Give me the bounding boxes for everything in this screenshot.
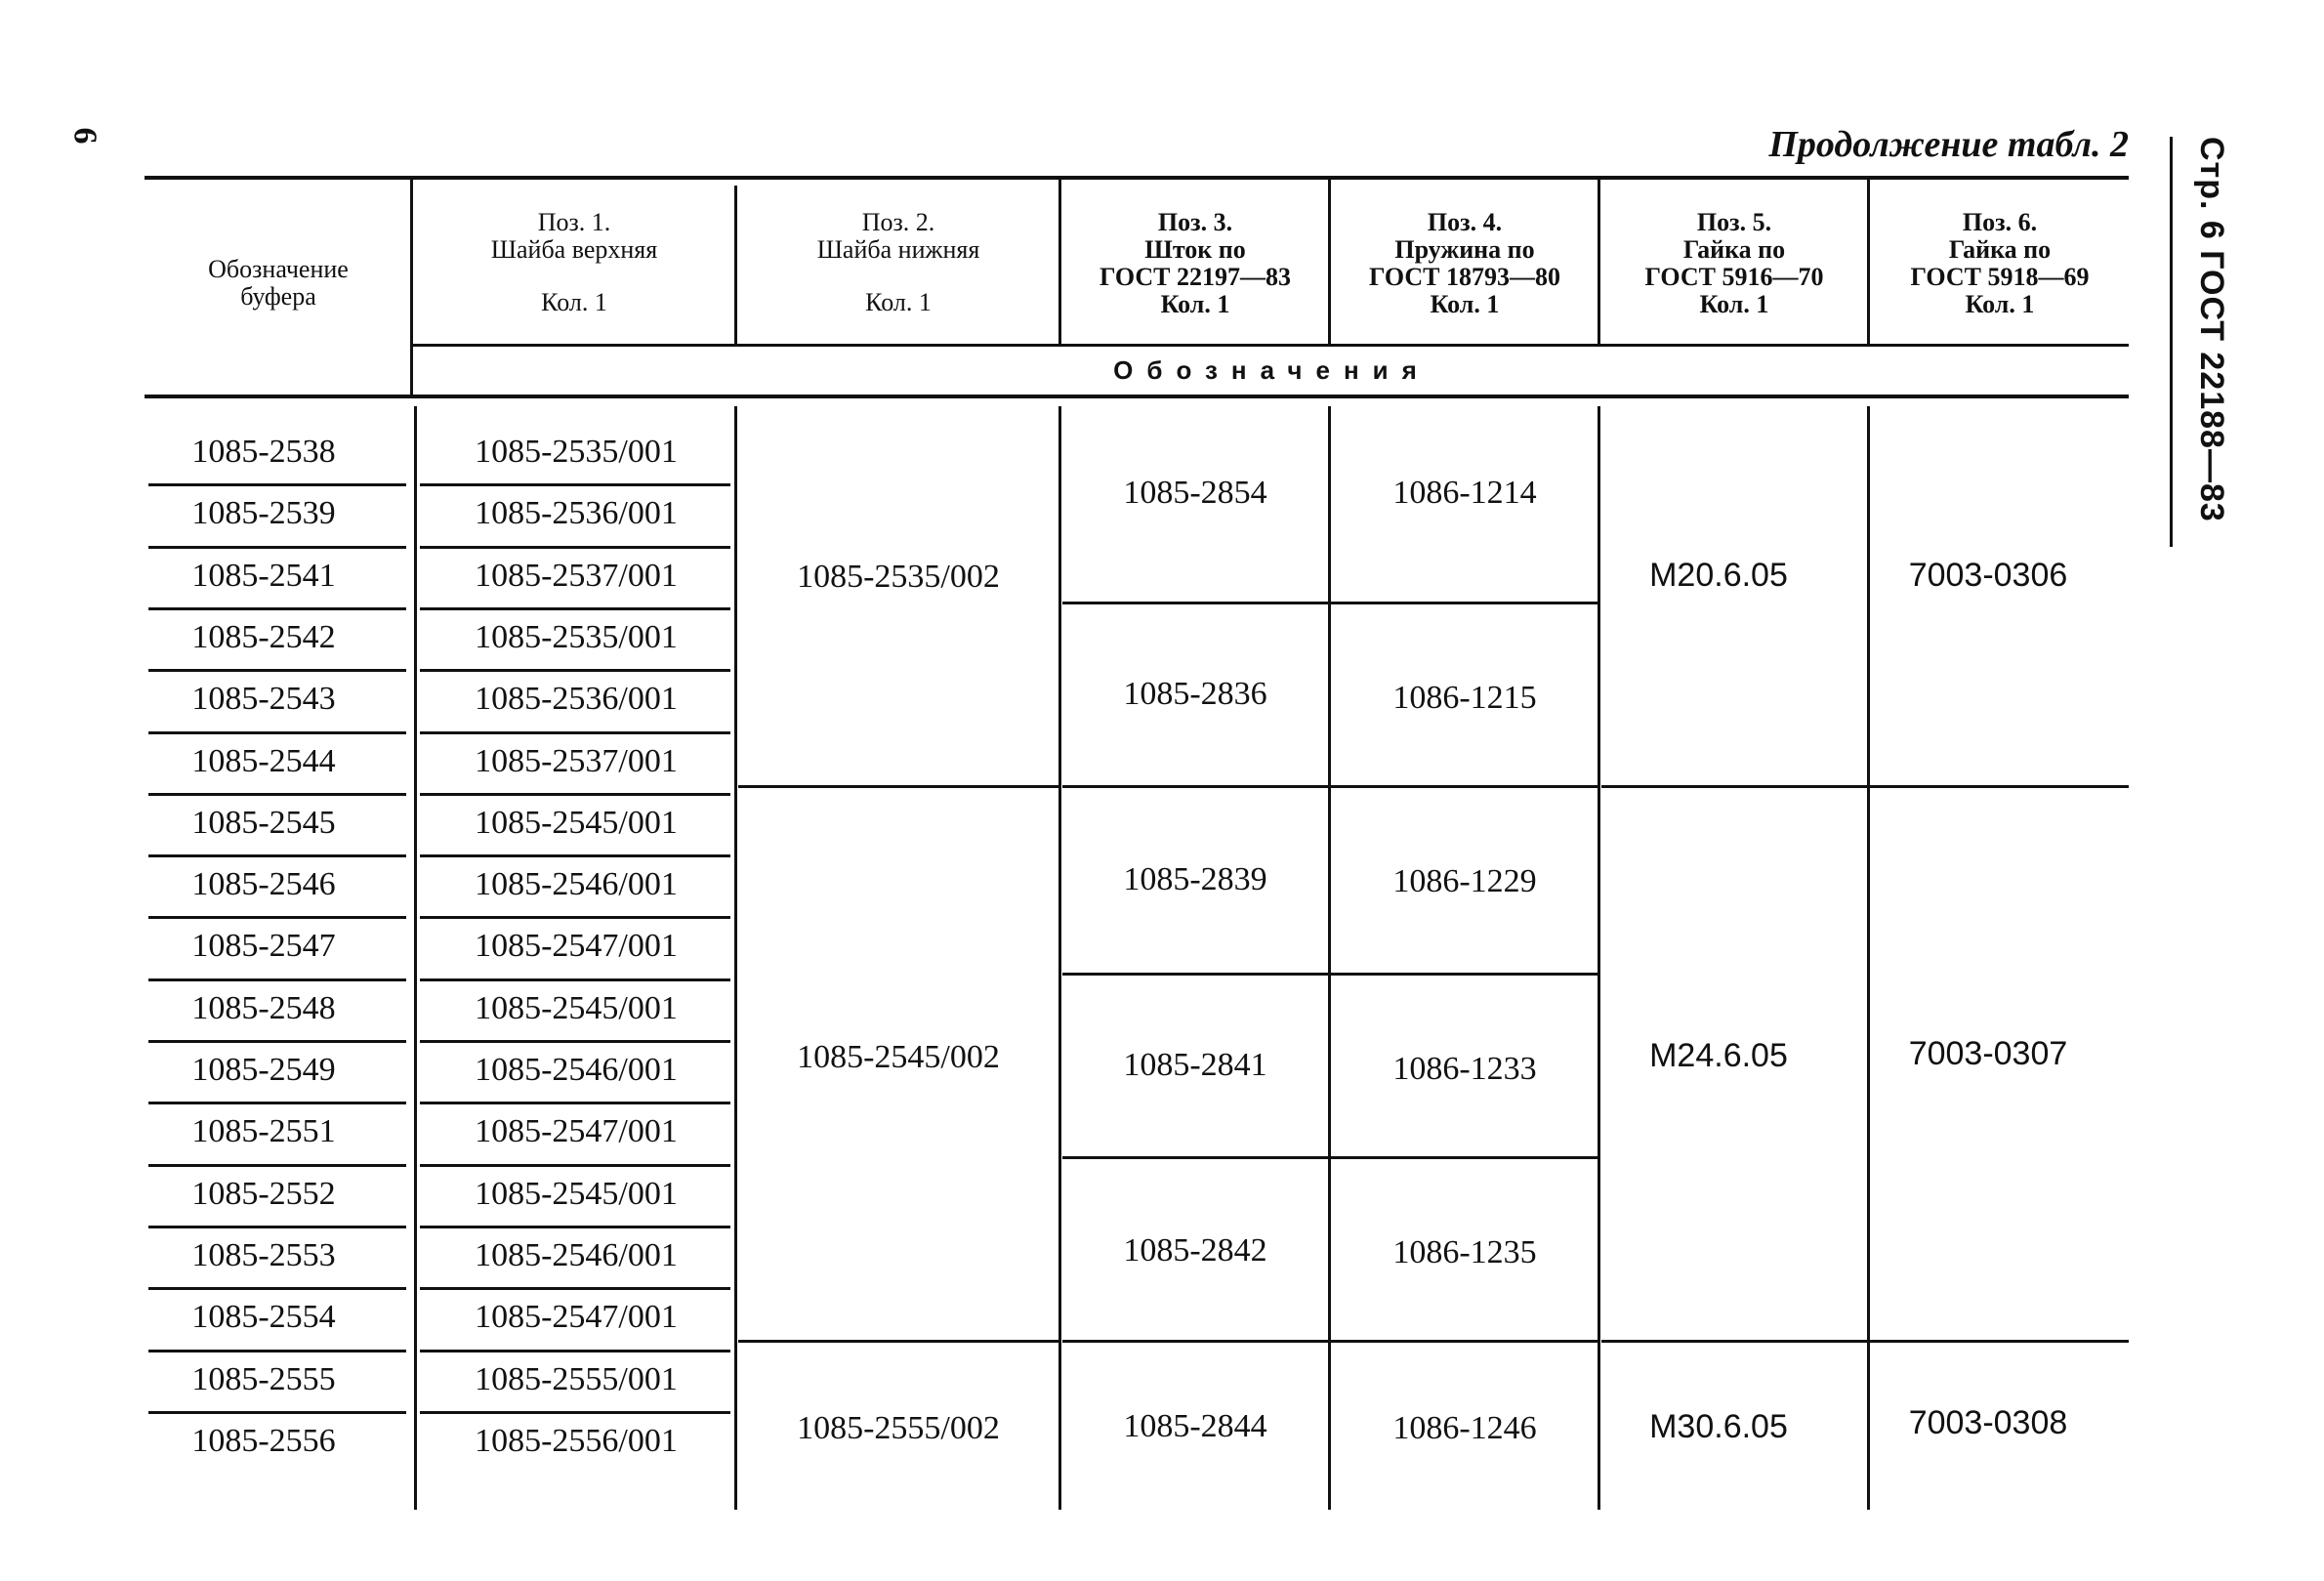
header-line: ГОСТ 5916—70 bbox=[1644, 263, 1824, 291]
row-rule bbox=[420, 1411, 730, 1414]
header-pos5 bbox=[1601, 209, 1867, 318]
pos1-value: 1085-2555/001 bbox=[475, 1361, 678, 1397]
pos6-value: 7003-0306 bbox=[1908, 557, 2068, 594]
pos4-value: 1086-1215 bbox=[1392, 680, 1537, 716]
header-line: Шайба верхняя bbox=[490, 235, 658, 264]
pos2-group-rule bbox=[738, 1340, 1058, 1343]
body-col-divider bbox=[734, 406, 737, 1510]
row-rule bbox=[148, 731, 406, 734]
pos4-value: 1086-1229 bbox=[1392, 863, 1537, 899]
pos6-value: 7003-0307 bbox=[1908, 1035, 2068, 1072]
pos3-value: 1085-2854 bbox=[1123, 475, 1267, 511]
header-line: ГОСТ 18793—80 bbox=[1368, 263, 1561, 291]
header-col-divider bbox=[1328, 178, 1331, 344]
header-line: Гайка по bbox=[1682, 235, 1786, 264]
pos5-6-group-rule bbox=[1601, 785, 2129, 788]
row-rule bbox=[148, 607, 406, 610]
pos1-value: 1085-2545/001 bbox=[475, 1176, 678, 1212]
header-col-divider bbox=[410, 178, 413, 395]
pos1-value: 1085-2545/001 bbox=[475, 990, 678, 1026]
header-line: Поз. 6. bbox=[1962, 208, 2038, 236]
body-col-divider bbox=[1598, 406, 1600, 1510]
row-rule bbox=[420, 854, 730, 857]
pos1-value: 1085-2535/001 bbox=[475, 434, 678, 470]
continuation-label: Продолжение табл. 2 bbox=[1768, 124, 2129, 165]
header-line: Поз. 3. bbox=[1157, 208, 1233, 236]
buffer-designation: 1085-2543 bbox=[191, 681, 336, 717]
buffer-designation: 1085-2546 bbox=[191, 866, 336, 902]
header-line: Кол. 1 bbox=[1430, 290, 1500, 318]
header-line: ГОСТ 5918—69 bbox=[1910, 263, 2090, 291]
header-line: Кол. 1 bbox=[541, 288, 607, 316]
table-top-rule bbox=[145, 176, 2129, 180]
pos2-value: 1085-2545/002 bbox=[797, 1039, 1000, 1075]
side-running-header bbox=[2178, 137, 2236, 566]
pos1-value: 1085-2556/001 bbox=[475, 1423, 678, 1459]
pos1-value: 1085-2536/001 bbox=[475, 681, 678, 717]
row-rule bbox=[420, 1287, 730, 1290]
pos1-value: 1085-2537/001 bbox=[475, 558, 678, 594]
header-line: ГОСТ 22197—83 bbox=[1099, 263, 1292, 291]
header-pos1 bbox=[414, 209, 734, 316]
header-line: Шайба нижняя bbox=[816, 235, 980, 264]
row-rule bbox=[148, 1287, 406, 1290]
buffer-designation: 1085-2551 bbox=[191, 1113, 336, 1149]
row-rule bbox=[420, 1040, 730, 1043]
pos5-6-group-rule bbox=[1601, 1340, 2129, 1343]
row-rule bbox=[148, 854, 406, 857]
row-rule bbox=[148, 1226, 406, 1228]
row-rule bbox=[148, 978, 406, 981]
row-rule bbox=[148, 546, 406, 549]
header-pos4 bbox=[1332, 209, 1598, 318]
row-rule bbox=[148, 1411, 406, 1414]
row-rule bbox=[420, 1102, 730, 1104]
pos3-4-group-rule bbox=[1062, 1156, 1598, 1159]
page-corner-mark: 6 bbox=[66, 127, 104, 145]
row-rule bbox=[148, 1040, 406, 1043]
buffer-designation: 1085-2541 bbox=[191, 558, 336, 594]
buffer-designation: 1085-2542 bbox=[191, 619, 336, 655]
buffer-designation: 1085-2555 bbox=[191, 1361, 336, 1397]
pos3-value: 1085-2844 bbox=[1123, 1408, 1267, 1444]
pos1-value: 1085-2546/001 bbox=[475, 1052, 678, 1088]
buffer-designation: 1085-2538 bbox=[191, 434, 336, 470]
pos1-value: 1085-2545/001 bbox=[475, 805, 678, 841]
buffer-designation: 1085-2549 bbox=[191, 1052, 336, 1088]
pos1-value: 1085-2537/001 bbox=[475, 743, 678, 779]
row-rule bbox=[420, 1226, 730, 1228]
header-bottom-rule bbox=[412, 344, 2129, 347]
pos1-value: 1085-2535/001 bbox=[475, 619, 678, 655]
row-rule bbox=[148, 793, 406, 796]
row-rule bbox=[148, 483, 406, 486]
row-rule bbox=[148, 1350, 406, 1352]
pos3-value: 1085-2836 bbox=[1123, 676, 1267, 712]
row-rule bbox=[420, 978, 730, 981]
pos4-value: 1086-1214 bbox=[1392, 475, 1537, 511]
row-rule bbox=[420, 793, 730, 796]
pos6-value: 7003-0308 bbox=[1908, 1404, 2068, 1441]
row-rule bbox=[420, 1164, 730, 1167]
header-line: Обозначение bbox=[208, 255, 349, 283]
header-line: Поз. 4. bbox=[1427, 208, 1503, 236]
pos3-4-group-rule bbox=[1062, 973, 1598, 976]
buffer-designation: 1085-2545 bbox=[191, 805, 336, 841]
pos2-value: 1085-2535/002 bbox=[797, 559, 1000, 595]
pos5-value: M24.6.05 bbox=[1649, 1037, 1788, 1074]
row-rule bbox=[148, 916, 406, 919]
header-col-divider bbox=[734, 186, 737, 344]
header-col-divider bbox=[1058, 178, 1061, 344]
body-col-divider bbox=[1058, 406, 1061, 1510]
header-line: Кол. 1 bbox=[1160, 290, 1230, 318]
row-rule bbox=[420, 669, 730, 672]
buffer-designation: 1085-2547 bbox=[191, 928, 336, 964]
buffer-designation: 1085-2553 bbox=[191, 1237, 336, 1273]
pos3-4-group-rule bbox=[1062, 1340, 1598, 1343]
row-rule bbox=[420, 546, 730, 549]
pos3-value: 1085-2839 bbox=[1123, 861, 1267, 897]
buffer-designation: 1085-2556 bbox=[191, 1423, 336, 1459]
designations-bottom-rule bbox=[145, 395, 2129, 398]
header-line: Поз. 1. bbox=[537, 208, 611, 236]
row-rule bbox=[420, 916, 730, 919]
row-rule bbox=[420, 607, 730, 610]
body-col-divider bbox=[414, 406, 417, 1510]
pos4-value: 1086-1235 bbox=[1392, 1234, 1537, 1270]
pos1-value: 1085-2536/001 bbox=[475, 495, 678, 531]
buffer-designation: 1085-2544 bbox=[191, 743, 336, 779]
side-header-text: Стр. 6 ГОСТ 22188—83 bbox=[2193, 137, 2230, 522]
header-line bbox=[414, 264, 734, 289]
designations-label: Обозначения bbox=[1113, 355, 1431, 385]
header-line: Поз. 2. bbox=[861, 208, 935, 236]
pos3-value: 1085-2841 bbox=[1123, 1047, 1267, 1083]
header-line: Поз. 5. bbox=[1696, 208, 1772, 236]
pos1-value: 1085-2547/001 bbox=[475, 1299, 678, 1335]
header-line: буфера bbox=[240, 282, 316, 311]
header-pos2 bbox=[738, 209, 1058, 316]
header-line: Гайка по bbox=[1948, 235, 2052, 264]
pos3-4-group-rule bbox=[1062, 602, 1598, 604]
row-rule bbox=[148, 1164, 406, 1167]
header-line: Кол. 1 bbox=[1965, 290, 2035, 318]
row-rule bbox=[148, 1102, 406, 1104]
header-line: Кол. 1 bbox=[1699, 290, 1769, 318]
header-pos6 bbox=[1871, 209, 2129, 318]
pos1-value: 1085-2546/001 bbox=[475, 866, 678, 902]
pos4-value: 1086-1246 bbox=[1392, 1410, 1537, 1446]
buffer-designation: 1085-2539 bbox=[191, 495, 336, 531]
pos5-value: M20.6.05 bbox=[1649, 557, 1788, 594]
pos3-value: 1085-2842 bbox=[1123, 1232, 1267, 1269]
header-buffer bbox=[146, 256, 410, 311]
header-col-divider bbox=[1598, 178, 1600, 344]
row-rule bbox=[420, 483, 730, 486]
row-rule bbox=[148, 669, 406, 672]
pos4-value: 1086-1233 bbox=[1392, 1051, 1537, 1087]
header-col-divider bbox=[1867, 178, 1870, 344]
pos2-value: 1085-2555/002 bbox=[797, 1410, 1000, 1446]
buffer-designation: 1085-2552 bbox=[191, 1176, 336, 1212]
row-rule bbox=[420, 731, 730, 734]
buffer-designation: 1085-2554 bbox=[191, 1299, 336, 1335]
header-line: Пружина по bbox=[1394, 235, 1535, 264]
header-line: Кол. 1 bbox=[865, 288, 932, 316]
pos5-value: M30.6.05 bbox=[1649, 1408, 1788, 1445]
body-col-divider bbox=[1328, 406, 1331, 1510]
row-rule bbox=[420, 1350, 730, 1352]
pos2-group-rule bbox=[738, 785, 1058, 788]
pos1-value: 1085-2547/001 bbox=[475, 928, 678, 964]
side-rule bbox=[2170, 137, 2173, 547]
pos1-value: 1085-2546/001 bbox=[475, 1237, 678, 1273]
body-col-divider bbox=[1867, 406, 1870, 1510]
header-line: Шток по bbox=[1144, 235, 1246, 264]
header-line bbox=[738, 264, 1058, 289]
header-pos3 bbox=[1062, 209, 1328, 318]
buffer-designation: 1085-2548 bbox=[191, 990, 336, 1026]
pos3-4-group-rule bbox=[1062, 785, 1598, 788]
pos1-value: 1085-2547/001 bbox=[475, 1113, 678, 1149]
